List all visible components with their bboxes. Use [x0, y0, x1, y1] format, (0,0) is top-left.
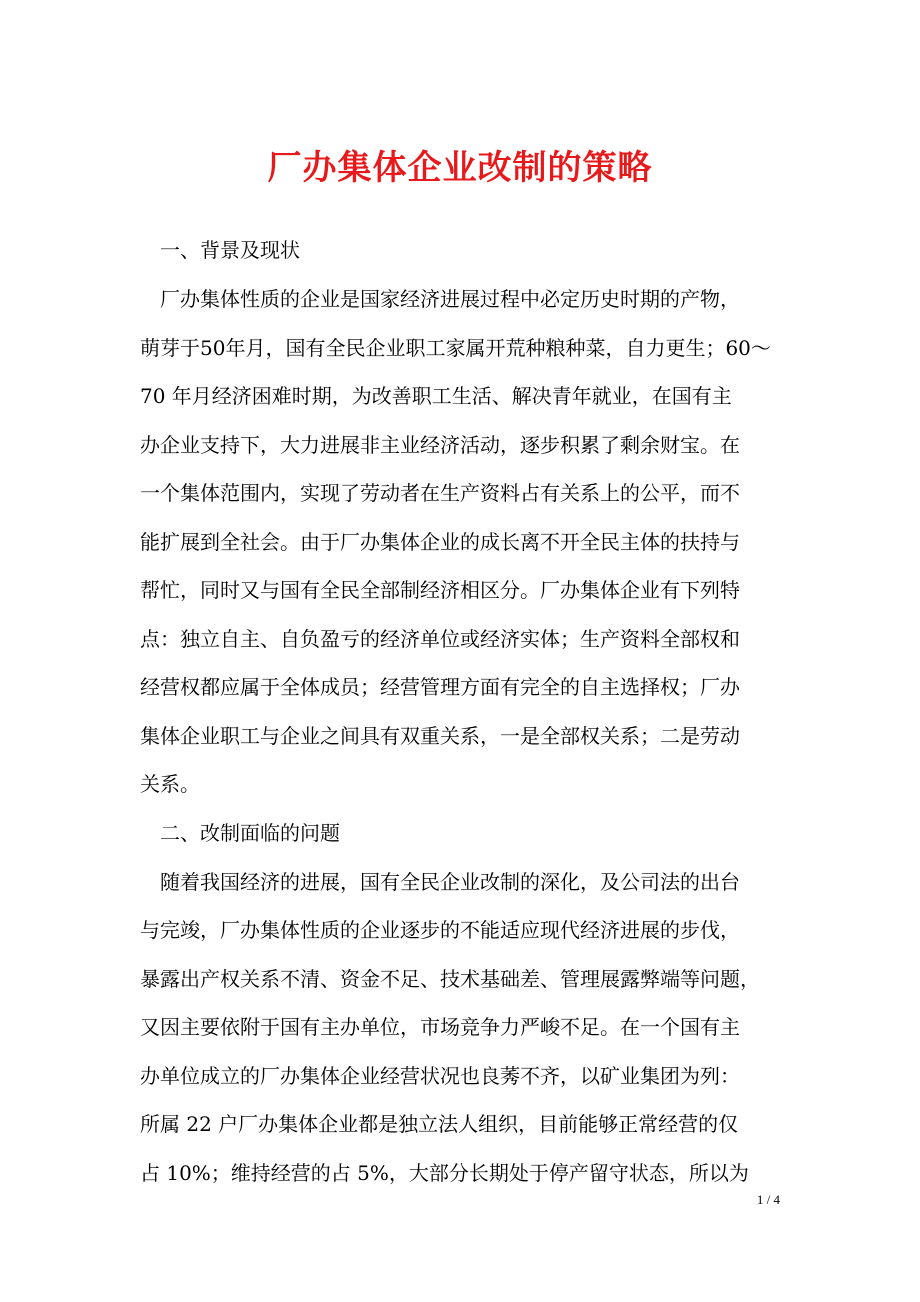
paragraph-line: 关系。 [140, 772, 200, 796]
page-number: 1 / 4 [756, 1192, 780, 1207]
paragraph-line: 暴露出产权关系不清、资金不足、技术基础差、管理展露弊端等问题， [140, 966, 760, 991]
paragraph-line: 经营权都应属于全体成员；经营管理方面有完全的自主选择权；厂办 [140, 675, 740, 699]
paragraph-line: 与完竣，厂办集体性质的企业逐步的不能适应现代经济进展的步伐， [140, 918, 740, 942]
paragraph-line: 又因主要依附于国有主办单位，市场竞争力严峻不足。在一个国有主 [140, 1015, 740, 1039]
paragraph-line: 点：独立自主、自负盈亏的经济单位或经济实体；生产资料全部权和 [140, 626, 740, 651]
paragraph-line: 能扩展到全社会。由于厂办集体企业的成长离不开全民主体的扶持与 [140, 529, 740, 554]
document-body [140, 226, 785, 1197]
paragraph-line: 集体企业职工与企业之间具有双重关系，一是全部权关系；二是劳动 [140, 723, 740, 748]
paragraph-background [140, 275, 785, 809]
paragraph-line: 所属 22 户厂办集体企业都是独立法人组织，目前能够正常经营的仅 [140, 1112, 739, 1136]
paragraph-line: 办单位成立的厂办集体企业经营状况也良莠不齐，以矿业集团为列： [140, 1063, 740, 1088]
document-title: 厂办集体企业改制的策略 [267, 148, 653, 188]
section-heading-problems: 二、改制面临的问题 [160, 820, 340, 845]
paragraph-line: 一个集体范围内，实现了劳动者在生产资料占有关系上的公平，而不 [140, 481, 740, 505]
paragraph-line: 占 10%；维持经营的占 5%，大部分长期处于停产留守状态，所以为 [140, 1160, 749, 1185]
paragraph-line: 随着我国经济的进展，国有全民企业改制的深化，及公司法的出台 [160, 869, 740, 894]
paragraph-line: 厂办集体性质的企业是国家经济进展过程中必定历史时期的产物， [160, 287, 740, 311]
paragraph-line: 办企业支持下，大力进展非主业经济活动，逐步积累了剩余财宝。在 [140, 432, 740, 457]
paragraph-line: 帮忙，同时又与国有全民全部制经济相区分。厂办集体企业有下列特 [140, 578, 740, 602]
paragraph-line: 萌芽于50年月，国有全民企业职工家属开荒种粮种菜，自力更生；60～ [140, 335, 771, 360]
section-heading-background: 一、背景及现状 [160, 238, 300, 262]
paragraph-problems [140, 858, 785, 1198]
paragraph-line: 70 年月经济困难时期，为改善职工生活、解决青年就业，在国有主 [140, 384, 732, 408]
